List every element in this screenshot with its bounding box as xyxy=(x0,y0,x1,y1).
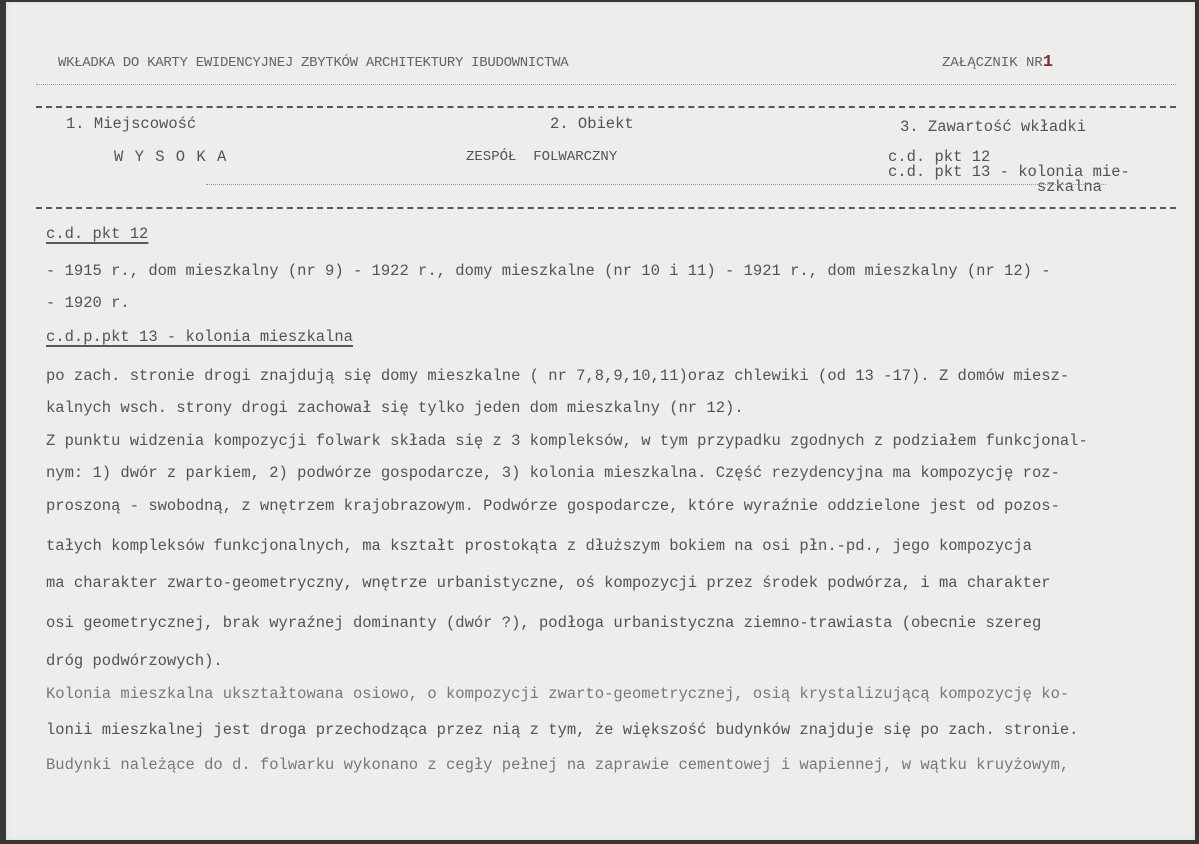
header-divider xyxy=(36,106,1176,108)
section-13-line: dróg podwórzowych). xyxy=(46,652,223,670)
section-13-line: Kolonia mieszkalna ukształtowana osiowo, o kompozycji zwarto-geometrycznej, osią krystalizującą kompozycję ko- xyxy=(46,685,1070,703)
section-13-line: osi geometrycznej, brak wyraźnej dominanty (dwór ?), podłoga urbanistyczna ziemno-trawiasta (obecnie szereg xyxy=(46,614,1042,632)
section-13-line: nym: 1) dwór z parkiem, 2) podwórze gospodarcze, 3) kolonia mieszkalna. Część rezydencyjna ma kompozycję roz- xyxy=(46,464,1060,482)
contents-line: c.d. pkt 12 xyxy=(888,148,991,166)
locality-label: 1. Miejscowość xyxy=(66,115,197,133)
contents-label: 3. Zawartość wkładki xyxy=(900,118,1087,136)
section-13-line: po zach. stronie drogi znajdują się domy mieszkalne ( nr 7,8,9,10,11)oraz chlewiki (od 13 -17). Z domów miesz- xyxy=(46,367,1070,385)
section-12-heading: c.d. pkt 12 xyxy=(46,225,149,243)
annex-number: 1 xyxy=(1042,53,1054,72)
section-13-line: lonii mieszkalnej jest droga przechodząca przez nią z tym, że większość budynków znajduje się po zach. stronie. xyxy=(46,721,1079,739)
form-title: WKŁADKA DO KARTY EWIDENCYJNEJ ZBYTKÓW ARCHITEKTURY IBUDOWNICTWA xyxy=(58,55,569,71)
document-page xyxy=(6,2,1195,840)
locality-value: W Y S O K A xyxy=(114,148,228,166)
contents-line: szkalna xyxy=(888,178,1102,196)
fields-dotted-rule xyxy=(206,184,1106,185)
section-13-line: kalnych wsch. strony drogi zachował się tylko jeden dom mieszkalny (nr 12). xyxy=(46,399,744,417)
section-12-line: - 1915 r., dom mieszkalny (nr 9) - 1922 r., domy mieszkalne (nr 10 i 11) - 1921 r., dom mieszkalny (nr 12) - xyxy=(46,262,1051,280)
section-13-line: Budynki należące do d. folwarku wykonano z cegły pełnej na zaprawie cementowej i wapiennej, w wątku kruyżowym, xyxy=(46,756,1070,774)
section-12-line: - 1920 r. xyxy=(46,294,130,312)
header-dotted-rule xyxy=(36,84,1176,85)
section-13-heading: c.d.p.pkt 13 - kolonia mieszkalna xyxy=(46,328,353,346)
object-label: 2. Obiekt xyxy=(550,115,634,133)
object-value: ZESPÓŁ FOLWARCZNY xyxy=(466,149,618,165)
annex-label: ZAŁĄCZNIK NR xyxy=(942,55,1043,71)
fields-divider xyxy=(36,207,1176,209)
annex-label-group xyxy=(942,54,1053,72)
section-13-line: proszoną - swobodną, z wnętrzem krajobrazowym. Podwórze gospodarcze, które wyraźnie oddzielone jest od pozos- xyxy=(46,497,1060,515)
section-13-line: ma charakter zwarto-geometryczny, wnętrze urbanistyczne, oś kompozycji przez środek podwórza, i ma charakter xyxy=(46,574,1051,592)
section-13-line: Z punktu widzenia kompozycji folwark składa się z 3 kompleksów, w tym przypadku zgodnych z podziałem funkcjonal- xyxy=(46,432,1088,450)
section-13-line: tałych kompleksów funkcjonalnych, ma kształt prostokąta z dłuższym bokiem na osi płn.-pd., jego kompozycja xyxy=(46,537,1032,555)
contents-line: c.d. pkt 13 - kolonia mie- xyxy=(888,163,1130,181)
